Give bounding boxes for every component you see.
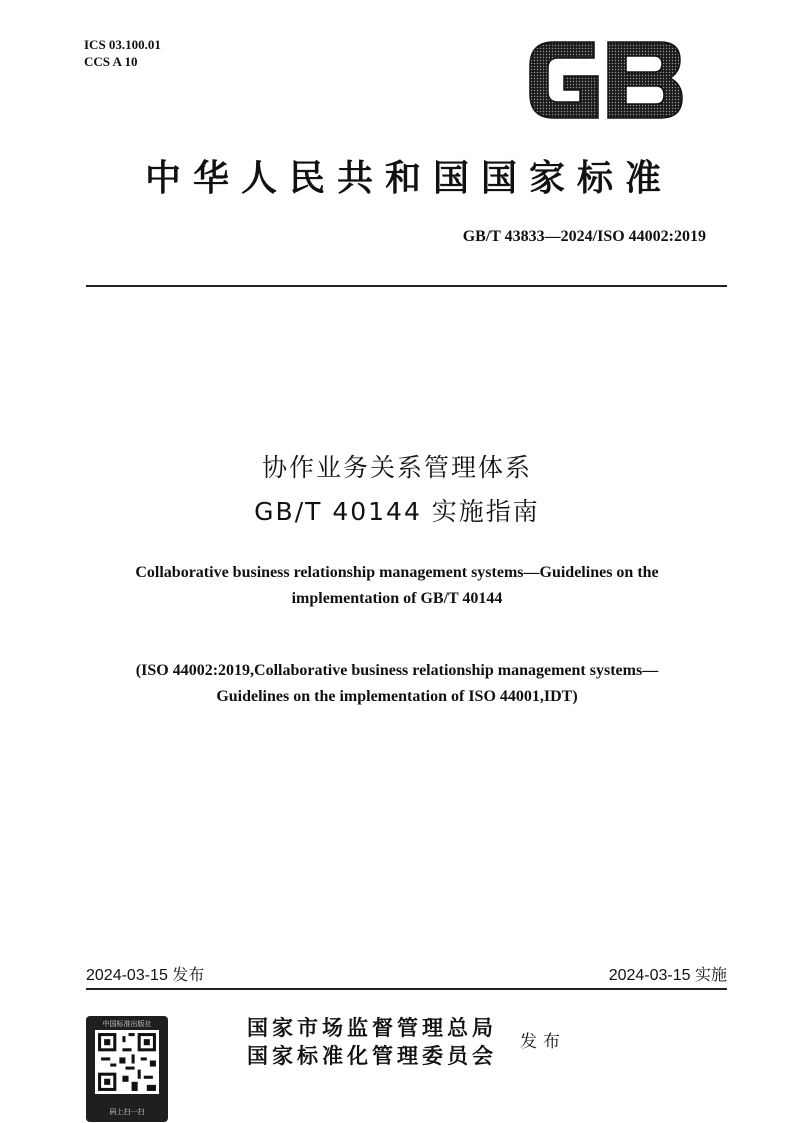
issuer-samr: 国家市场监督管理总局	[247, 1016, 497, 1040]
issue-label: 发布	[520, 1032, 566, 1052]
header-divider	[86, 285, 727, 287]
qr-bottom-label: 码上扫一扫	[109, 1108, 145, 1116]
national-standard-title: 中华人民共和国国家标准	[144, 158, 673, 199]
qr-top-label: 中国标准出版社	[102, 1020, 152, 1028]
classification-codes	[84, 36, 161, 70]
iso-equivalence-line-1: (ISO 44002:2019,Collaborative business relationship management systems—	[135, 662, 659, 679]
english-title-line-2: implementation of GB/T 40144	[291, 590, 503, 607]
english-title	[60, 560, 734, 612]
iso-equivalence	[60, 658, 734, 710]
qr-code-card[interactable]	[86, 1016, 168, 1122]
qr-code-icon	[95, 1030, 159, 1094]
chinese-title-line-2: GB/T 40144 实施指南	[254, 497, 540, 526]
issuer-sac: 国家标准化管理委员会	[247, 1044, 497, 1068]
footer-divider	[86, 988, 727, 990]
chinese-title-line-1: 协作业务关系管理体系	[261, 453, 532, 482]
publish-date: 2024-03-15 发布	[86, 967, 205, 984]
implementation-date: 2024-03-15 实施	[608, 967, 727, 984]
ccs-code: CCS A 10	[84, 54, 138, 69]
standard-number: GB/T 43833—2024/ISO 44002:2019	[462, 228, 706, 245]
gb-logo	[524, 38, 686, 122]
ics-code: ICS 03.100.01	[84, 37, 161, 52]
iso-equivalence-line-2: Guidelines on the implementation of ISO 44001,IDT)	[216, 688, 578, 705]
english-title-line-1: Collaborative business relationship management systems—Guidelines on the	[135, 564, 659, 581]
